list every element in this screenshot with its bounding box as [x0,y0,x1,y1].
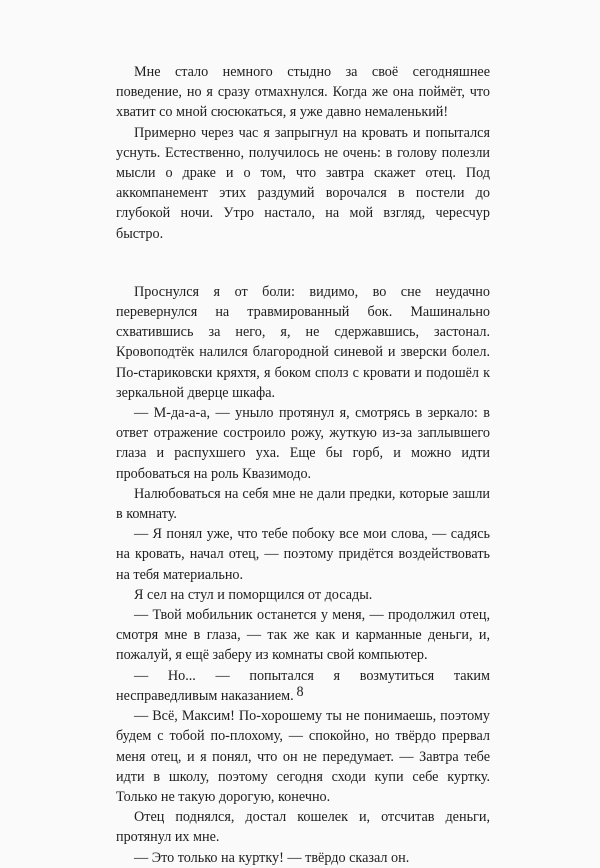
paragraph: — Всё, Максим! По-хорошему ты не понимаешь, поэтому будем с тобой по-плохому, — спокойно, но твёрдо прервал меня отец, и я понял, что он не передумает. — Завтра тебе идти в школу, поэтому сегодня сходи купи себе куртку. Только не такую дорогую, конечно. [116,708,490,805]
paragraph: Примерно через час я запрыгнул на кровать и попытался уснуть. Естественно, получилось не очень: в голову полезли мысли о драке и о том, что завтра скажет отец. Под аккомпанемент этих раздумий ворочался в постели до глубокой ночи. Утро настало, на мой взгляд, чересчур быстро. [116,124,490,242]
paragraph: Мне стало немного стыдно за своё сегодняшнее поведение, но я сразу отмахнулся. Когда же она поймёт, что хватит со мной сюсюкаться, я уже давно немаленький! [116,64,490,121]
section-break [116,244,490,282]
paragraph: — Твой мобильник останется у меня, — продолжил отец, смотря мне в глаза, — так же как и карманные деньги, и, пожалуй, я ещё заберу из комнаты свой компьютер. [116,607,490,664]
paragraph: — Я понял уже, что тебе побоку все мои слова, — садясь на кровать, начал отец, — поэтому придётся воздействовать на тебя материально. [116,526,490,583]
paragraph: Проснулся я от боли: видимо, во сне неудачно перевернулся на травмированный бок. Машинально схватившись за него, я, не сдержавшись, застонал. Кровоподтёк налился благородной синевой и зверски болел. По-стариковски кряхтя, я боком сполз с кровати и подошёл к зеркальной дверце шкафа. [116,283,490,401]
paragraph: Я сел на стул и поморщился от досады. [134,586,373,603]
paragraph: — Но... — попытался я возмутиться таким несправедливым наказанием. [116,667,490,704]
paragraph: Налюбоваться на себя мне не дали предки, которые зашли в комнату. [116,485,490,523]
body-text [116,62,490,868]
paragraph: — Это только на куртку! — твёрдо сказал он. [134,849,410,866]
paragraph: Отец поднялся, достал кошелек и, отсчитав деньги, протянул их мне. [116,809,490,846]
page-number: 8 [296,684,304,700]
paragraph: — М-да-а-а, — уныло протянул я, смотрясь в зеркало: в ответ отражение состроило рожу, жуткую из-за заплывшего глаза и распухшего уха. Еще бы горб, и можно идти пробоваться на роль Квазимодо. [116,405,490,482]
